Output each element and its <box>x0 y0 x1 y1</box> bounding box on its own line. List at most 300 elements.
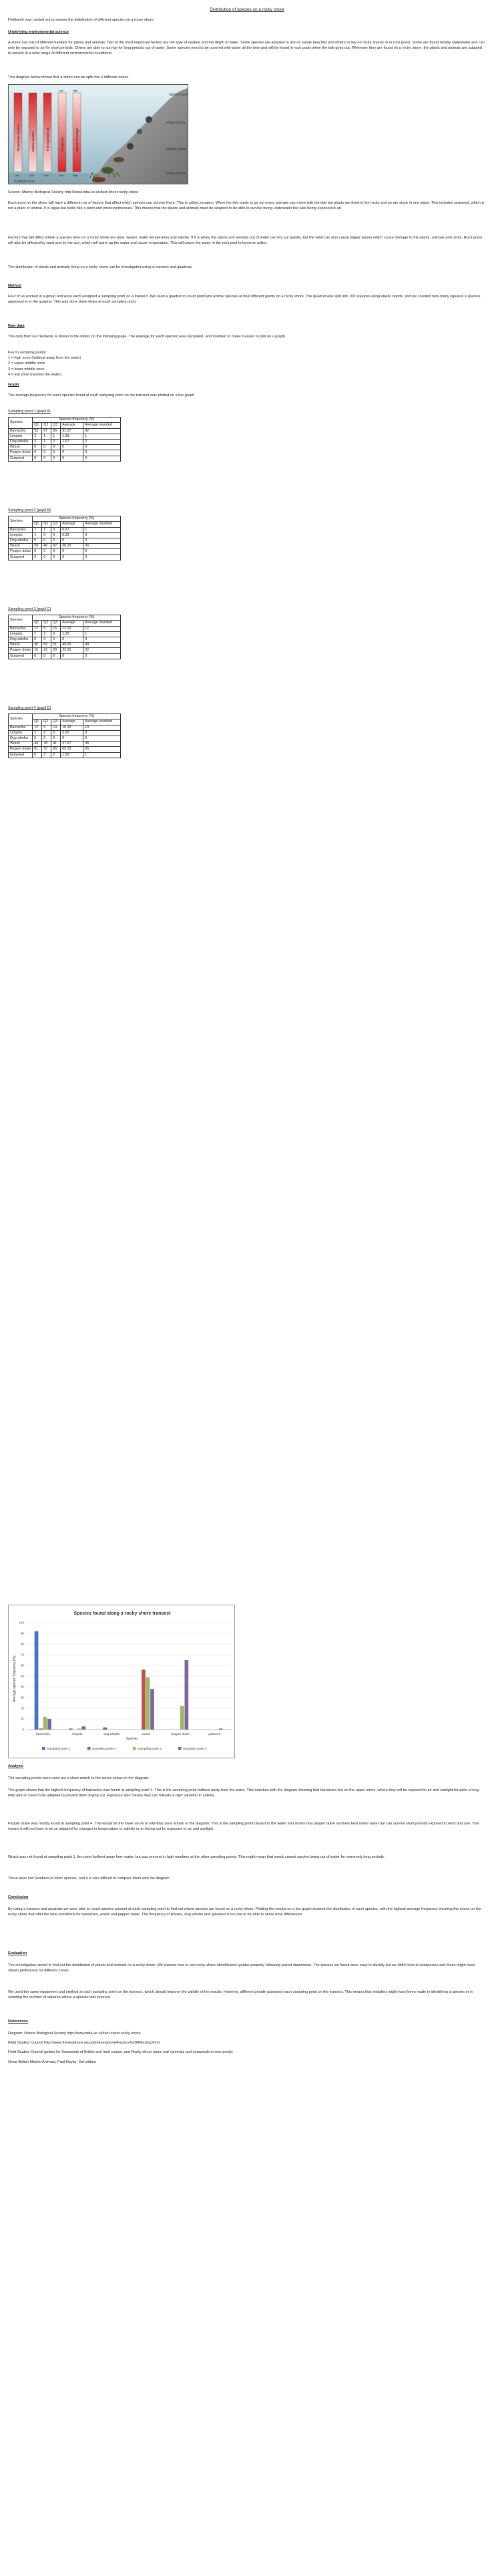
value-cell: 1 <box>33 631 42 637</box>
shore-zones-diagram <box>8 84 188 184</box>
table-row <box>9 428 121 434</box>
chart-legend <box>42 1747 207 1751</box>
column-header: Q1 <box>33 719 42 725</box>
salinity-bottom-label: Low <box>29 174 34 177</box>
value-cell: 2 <box>51 752 61 758</box>
table-title: Sampling point 2 (pupil B) <box>8 508 51 512</box>
analysis-paragraph-2: The graph shows that the highest frequency of barnacles was found at sampling point 1. This is the sampling point furthest away from the water. This matches with the diagram showing that barnacles live on the upper shore, where they will be exposed to air and sunlight for quite a long time and so have to be adapted to prevent them drying out. Exposure also means they can tolerate a high variation in salinity. <box>8 1788 479 1798</box>
column-header: Average <box>61 719 83 725</box>
bar-barnacles-point-3 <box>43 1717 47 1730</box>
y-tick-label: 60 <box>20 1663 24 1667</box>
chart-title: Species found along a rocky shore transect <box>73 1611 171 1616</box>
value-cell: 49.00 <box>61 643 83 648</box>
reference-4: Great British Marine Animals, Paul Naylor, 3rd edition <box>8 2060 96 2064</box>
frequency-header: Species frequency (%) <box>33 516 121 522</box>
table-title: Sampling point 3 (pupil C) <box>8 607 51 611</box>
legend-label: Sampling point 3 <box>138 1748 162 1751</box>
y-tick-label: 100 <box>19 1621 24 1625</box>
value-cell: 0 <box>51 456 61 461</box>
value-cell: 22 <box>83 648 121 653</box>
legend-swatch <box>178 1747 182 1750</box>
x-tick-label: gutweed <box>208 1733 221 1736</box>
column-header: Q2 <box>42 423 51 428</box>
chart-grid <box>19 1621 232 1732</box>
value-cell: 70 <box>42 747 51 752</box>
bar-wrack-point-4 <box>150 1689 154 1730</box>
value-cell: 1 <box>33 527 42 532</box>
value-cell: 0 <box>33 554 42 560</box>
species-cell: Gutweed <box>9 456 33 461</box>
table-row <box>9 456 121 461</box>
value-cell: 38 <box>83 742 121 747</box>
value-cell: 91.67 <box>61 428 83 434</box>
x-tick-label: pepper dulse <box>171 1733 190 1736</box>
method-heading: Method <box>8 284 21 288</box>
species-cell: Limpets <box>9 631 33 637</box>
value-cell: 0 <box>83 554 121 560</box>
chart-x-axis-label: Species <box>126 1737 138 1741</box>
value-cell: 0 <box>51 736 61 742</box>
bar-dog-whelks-point-1 <box>103 1728 107 1730</box>
value-cell: 0 <box>33 549 42 554</box>
value-cell: 0 <box>83 456 121 461</box>
value-cell: 0 <box>42 456 51 461</box>
value-cell: 5 <box>51 730 61 736</box>
legend-swatch <box>133 1747 136 1750</box>
species-header: Species <box>9 516 33 527</box>
zone-subtidal: Subtidal Zone <box>14 180 35 184</box>
value-cell: 56.33 <box>61 544 83 549</box>
table-row <box>9 532 121 538</box>
table-row <box>9 440 121 445</box>
value-cell: 0 <box>61 450 83 456</box>
value-cell: 1 <box>83 434 121 439</box>
conclusion-paragraph: By using a transect and quadrats we were able to count species present at each sampling point to find out where species are found on a rocky shore. Plotting the results on a bar graph showed the distribution of each species, with the highest average frequency showing the zones on the rocky shore that offer the best conditions for barnacles, wrack and pepper dulse. The frequency of limpets, dog whelks and gutweed is too low to be able to show zone differences. <box>8 1907 481 1917</box>
value-cell: 1 <box>42 434 51 439</box>
frequency-table <box>8 417 121 462</box>
bar-label-competition: Competition <box>61 136 64 152</box>
value-cell: 12 <box>83 626 121 631</box>
value-cell: 0 <box>83 736 121 742</box>
column-header: Q1 <box>33 621 42 626</box>
value-cell: 48 <box>42 544 51 549</box>
table-row <box>9 626 121 631</box>
value-cell: 9 <box>42 626 51 631</box>
temperature-bottom-label: Low <box>15 174 19 177</box>
env-paragraph-5: The distribution of plants and animals living on a rocky shore can be investigated using a transect and quadrats. <box>8 265 193 269</box>
env-paragraph-1: A shore has lots of different habitats for plants and animals. Two of the most important factors are the type of seabed and the depth of water. Some species are adapted to live on sandy beaches and others to live on rocky shores or in rock pools. Some are found mostly underwater and can only be exposed to air for short periods. Others are able to survive for long periods out of water. Some species need to be covered with water all the time and will be found in rock pools when the tide goes out. Wherever they are found on a rocky shore, the plants and animals are adapted to survive in a wide range of different environmental conditions. <box>8 41 485 56</box>
value-cell: 0 <box>83 637 121 643</box>
value-cell: 14 <box>51 725 61 730</box>
value-cell: 0 <box>42 532 51 538</box>
bar-wrack-point-2 <box>142 1669 146 1730</box>
env-paragraph-2: This diagram below shows that a shore can be split into 4 different zones. <box>8 75 130 79</box>
value-cell: 12 <box>33 725 42 730</box>
value-cell: 0 <box>33 456 42 461</box>
column-header: Q2 <box>42 719 51 725</box>
column-header: Q1 <box>33 423 42 428</box>
value-cell: 1 <box>83 527 121 532</box>
table-title: Sampling point 4 (pupil D) <box>8 706 51 710</box>
bar-label-salinity: Salinity Variation <box>31 131 35 152</box>
value-cell: 0 <box>83 445 121 450</box>
table-row <box>9 648 121 653</box>
env-paragraph-4: Factors that will affect where a species lives on a rocky shore are wind, waves, water temperature and salinity. If it is windy the plants and animals out of water can dry out quickly, but the wind can also cause bigger waves which cause damage to the plants, animals and rocks. Rock pools will also be affected by wind and by the sun, which will warm up the water and cause evaporation. This will cause the water in the rock pool to become saltier. <box>8 236 483 246</box>
value-cell: 1 <box>83 631 121 637</box>
column-header: Q2 <box>42 522 51 527</box>
references-list <box>8 2031 486 2065</box>
bar-barnacles-point-2 <box>39 1728 43 1730</box>
value-cell: 2 <box>33 730 42 736</box>
value-cell: 1.67 <box>61 440 83 445</box>
table-row <box>9 445 121 450</box>
column-header: Average rounded <box>83 621 121 626</box>
species-cell: Limpets <box>9 434 33 439</box>
value-cell: 0 <box>61 538 83 544</box>
value-cell: 3.00 <box>61 730 83 736</box>
value-cell: 1.33 <box>61 631 83 637</box>
env-paragraph-3: Each zone on the shore will have a different mix of factors that affect which species can survive there. This is called zonation. When the tide starts to go out many animals can move with the tide but plants are fixed to the rocks and so are stuck in one place. This includes seaweed, which is not a plant or animal. It is algae but looks like a plant and photosynthesises. This means that the plants and animals must be adapted to be able to survive being underwater but also being exposed to air. <box>8 201 485 211</box>
graph-paragraph: The average frequency for each species found at each sampling point on the transect was plotted on a bar graph. <box>8 393 196 397</box>
bar-label-sunlight: Amount of Sunlight <box>75 128 79 152</box>
value-cell: 36 <box>33 643 42 648</box>
value-cell: 1 <box>83 752 121 758</box>
value-cell: 0 <box>51 538 61 544</box>
value-cell: 28 <box>42 742 51 747</box>
value-cell: 0 <box>51 637 61 643</box>
value-cell: 3 <box>42 631 51 637</box>
frequency-table <box>8 713 121 758</box>
value-cell: 92 <box>83 428 121 434</box>
value-cell: 0.33 <box>61 532 83 538</box>
evaluation-paragraph-2: We used the same equipment and method at each sampling point on the transect, which should improve the validity of the results. However, different people assessed each sampling point on the transect. This means that mistakes might have been made in identifying a species or in counting the number of squares where a species was present. <box>8 1990 473 2000</box>
column-header: Average rounded <box>83 522 121 527</box>
column-header: Q3 <box>51 522 61 527</box>
species-cell: Gutweed <box>9 653 33 659</box>
bar-wrack-point-3 <box>146 1677 150 1730</box>
value-cell: 2 <box>33 440 42 445</box>
species-bar-chart <box>8 1605 235 1758</box>
bar-pepper-dulse-point-3 <box>180 1706 184 1730</box>
value-cell: 3 <box>83 730 121 736</box>
sunlight-bottom-label: High <box>73 174 78 177</box>
zone-lower: Lower Shore <box>166 172 186 176</box>
legend-label: Sampling point 2 <box>92 1748 116 1751</box>
reference-3: Field Studies Council guides for Seaweeds of British and Irish coasts, and Rocky shore name trail (animals and seaweeds in rock pools) <box>8 2050 233 2055</box>
y-tick-label: 80 <box>20 1642 24 1646</box>
species-cell: Wrack <box>9 544 33 549</box>
value-cell: 0.67 <box>61 527 83 532</box>
frequency-table <box>8 516 121 560</box>
references-heading: References <box>8 2020 29 2024</box>
value-cell: 10.33 <box>61 725 83 730</box>
reference-1: Diagram: Marine Biological Society http://www.mba.ac.uk/fact-sheet-rocky-shore <box>8 2032 141 2036</box>
species-cell: Dog whelks <box>9 736 33 742</box>
value-cell: 0 <box>33 450 42 456</box>
species-header: Species <box>9 615 33 626</box>
analysis-paragraph-4: Wrack was not found at sampling point 1, the point furthest away from water, but was present in high numbers at the other sampling points. This might mean that wrack cannot survive being out of water for extremely long periods. <box>8 1855 385 1859</box>
column-header: Q3 <box>51 423 61 428</box>
column-header: Q3 <box>51 621 61 626</box>
value-cell: 0 <box>42 450 51 456</box>
competition-top-label: Low <box>59 90 63 92</box>
intro-line: Fieldwork was carried out to assess the distribution of different species on a rocky shore. <box>8 18 155 22</box>
value-cell: 0 <box>51 450 61 456</box>
y-tick-label: 90 <box>20 1631 24 1635</box>
value-cell: 0 <box>33 538 42 544</box>
value-cell: 65 <box>51 747 61 752</box>
species-cell: Limpets <box>9 532 33 538</box>
value-cell: 41 <box>51 742 61 747</box>
table-title: Sampling point 1 (pupil A) <box>8 410 51 414</box>
species-cell: Barnacles <box>9 725 33 730</box>
table-row <box>9 747 121 752</box>
value-cell: 95 <box>51 428 61 434</box>
value-cell: 0 <box>42 549 51 554</box>
table-row <box>9 450 121 456</box>
competition-bottom-label: Low <box>59 174 63 177</box>
value-cell: 60 <box>42 643 51 648</box>
species-cell: Dog whelks <box>9 637 33 643</box>
value-cell: 0 <box>42 445 51 450</box>
value-cell: 37.67 <box>61 742 83 747</box>
sampling-table-3 <box>8 607 121 659</box>
conclusion-heading: Conclusion <box>8 1895 29 1899</box>
value-cell: 0 <box>51 532 61 538</box>
source-line: Source: Marine Biological Society http://www.mba.ac.uk/fact-sheet-rocky-shore <box>8 190 139 194</box>
value-cell: 22.00 <box>61 648 83 653</box>
bar-gutweed-point-4 <box>219 1728 223 1730</box>
value-cell: 0 <box>51 653 61 659</box>
method-paragraph: Four of us worked in a group and were each assigned a sampling point on a transect. We used a quadrat to count plant and animal species at four different points on a rocky shore. The quadrat was split into 100 squares using elastic bands, and we counted how many squares a species appeared in in the quadrat. This was done three times at each sampling point. <box>8 295 481 305</box>
key-line-4: 4 = low zone (nearest the water) <box>8 372 62 377</box>
column-header: Q3 <box>51 719 61 725</box>
raw-data-heading: Raw data <box>8 324 25 328</box>
legend-label: Sampling point 4 <box>183 1748 207 1751</box>
value-cell: 62 <box>51 544 61 549</box>
bar-label-temperature: Temperature Variation <box>17 124 20 152</box>
x-tick-label: limpets <box>72 1733 83 1736</box>
table-row <box>9 736 121 742</box>
value-cell: 29 <box>51 648 61 653</box>
value-cell: 15 <box>51 626 61 631</box>
column-header: Average <box>61 423 83 428</box>
value-cell: 0 <box>42 637 51 643</box>
value-cell: 22 <box>42 648 51 653</box>
frequency-header: Species frequency (%) <box>33 615 121 621</box>
sunlight-top-label: High <box>73 90 78 92</box>
chart-bars <box>35 1631 223 1736</box>
table-row <box>9 643 121 648</box>
bar-pepper-dulse-point-4 <box>185 1660 189 1730</box>
frequency-header: Species frequency (%) <box>33 418 121 423</box>
table-row <box>9 631 121 637</box>
value-cell: 65 <box>83 747 121 752</box>
species-header: Species <box>9 418 33 428</box>
evaluation-paragraph-1: The investigation aimed to find out the distribution of plants and animals on a rocky shore. We learned how to use rocky shore identification guides properly, following paired statements. The species we found were easy to identify but we didn't look at subspecies and these might have shown preference for different zones. <box>8 1963 475 1973</box>
frequency-header: Species frequency (%) <box>33 714 121 719</box>
value-cell: 0 <box>33 637 42 643</box>
value-cell: 93 <box>33 428 42 434</box>
page-title: Distribution of species on a rocky shore <box>210 7 284 12</box>
species-cell: Barnacles <box>9 626 33 631</box>
species-cell: Dog whelks <box>9 440 33 445</box>
x-tick-label: barnacles <box>36 1733 51 1736</box>
y-tick-label: 10 <box>20 1717 24 1721</box>
bar-competition <box>58 93 66 172</box>
y-tick-label: 20 <box>20 1706 24 1710</box>
table-row <box>9 538 121 544</box>
species-cell: Pepper dulse <box>9 450 33 456</box>
chart-svg <box>9 1605 236 1759</box>
sampling-key <box>8 350 486 377</box>
value-cell: 87 <box>42 428 51 434</box>
table-row <box>9 527 121 532</box>
species-cell: Barnacles <box>9 428 33 434</box>
table-row <box>9 730 121 736</box>
value-cell: 44 <box>33 742 42 747</box>
raw-data-paragraph: The data from our fieldwork is shown in the tables on the following page. The average for each species was calculated, and rounded to make it easier to plot on a graph. <box>8 335 286 339</box>
y-tick-label: 70 <box>20 1653 24 1657</box>
table-row <box>9 725 121 730</box>
y-tick-label: 30 <box>20 1696 24 1700</box>
reference-2: Field Studies Council http://www.theseashore.org.uk/theseashore/Factors%20Affecting.html <box>8 2041 160 2046</box>
y-tick-label: 40 <box>20 1685 24 1689</box>
bar-barnacles-point-4 <box>47 1719 51 1730</box>
value-cell: 81 <box>33 747 42 752</box>
bar-barnacles-point-1 <box>35 1631 39 1730</box>
y-tick-label: 0 <box>22 1728 24 1732</box>
value-cell: 15 <box>33 648 42 653</box>
value-cell: 0 <box>61 456 83 461</box>
table-row <box>9 752 121 758</box>
table-row <box>9 554 121 560</box>
value-cell: 51 <box>51 643 61 648</box>
table-row <box>9 544 121 549</box>
value-cell: 0 <box>33 736 42 742</box>
value-cell: 0 <box>33 752 42 758</box>
value-cell: 0 <box>61 736 83 742</box>
value-cell: 56 <box>83 544 121 549</box>
species-cell: Wrack <box>9 742 33 747</box>
value-cell: 0 <box>33 653 42 659</box>
value-cell: 0 <box>61 445 83 450</box>
bar-limpets-point-3 <box>77 1728 81 1730</box>
value-cell: 5 <box>42 725 51 730</box>
value-cell: 1.33 <box>61 434 83 439</box>
value-cell: 65.33 <box>61 747 83 752</box>
zone-splash: Splash Zone <box>169 93 188 97</box>
exposure-bottom-label: Low <box>44 174 49 177</box>
zone-middle: Middle Shore <box>166 148 186 152</box>
table-row <box>9 637 121 643</box>
value-cell: 0 <box>83 549 121 554</box>
value-cell: 0 <box>51 445 61 450</box>
value-cell: 2 <box>83 440 121 445</box>
species-cell: Wrack <box>9 643 33 648</box>
bar-limpets-point-4 <box>82 1726 86 1730</box>
species-cell: Gutweed <box>9 554 33 560</box>
sampling-table-4 <box>8 705 121 758</box>
x-tick-label: dog whelks <box>103 1733 120 1736</box>
column-header: Average <box>61 621 83 626</box>
species-cell: Limpets <box>9 730 33 736</box>
table-row <box>9 434 121 439</box>
value-cell: 1 <box>42 440 51 445</box>
legend-label: Sampling point 1 <box>47 1748 71 1751</box>
value-cell: 2 <box>42 752 51 758</box>
frequency-table <box>8 615 121 659</box>
analysis-paragraph-3: Pepper dulse was mostly found at sampling point 4. This would be the lower shore or intertidal zone shown in the diagram. This is the sampling point closest to the water and shows that pepper dulse survives best under water but can survive short periods exposed to wind and sun. This means it will not have to be so adapted for changes in temperature or salinity or to drying out by exposure to air and sunlight. <box>8 1822 479 1832</box>
table-row <box>9 653 121 659</box>
value-cell: 0 <box>61 549 83 554</box>
column-header: Average rounded <box>83 719 121 725</box>
species-cell: Pepper dulse <box>9 549 33 554</box>
column-header: Q1 <box>33 522 42 527</box>
value-cell: 1 <box>42 527 51 532</box>
value-cell: 0 <box>51 527 61 532</box>
column-header: Q2 <box>42 621 51 626</box>
column-header: Average rounded <box>83 423 121 428</box>
value-cell: 12.00 <box>61 626 83 631</box>
env-heading: Underlying environmental science <box>8 30 69 34</box>
value-cell: 59 <box>33 544 42 549</box>
value-cell: 0 <box>83 450 121 456</box>
bar-limpets-point-1 <box>69 1728 73 1730</box>
species-cell: Pepper dulse <box>9 747 33 752</box>
value-cell: 2 <box>42 730 51 736</box>
evaluation-heading: Evaluation <box>8 1951 27 1955</box>
value-cell: 0 <box>61 554 83 560</box>
value-cell: 0 <box>61 637 83 643</box>
chart-y-axis-label: Average species frequency (%) <box>13 1655 17 1702</box>
species-cell: Dog whelks <box>9 538 33 544</box>
value-cell: 10 <box>83 725 121 730</box>
sampling-table-1 <box>8 409 121 462</box>
shore-zones-svg <box>9 85 188 184</box>
value-cell: 0 <box>42 653 51 659</box>
legend-swatch <box>42 1747 45 1750</box>
key-title: Key to sampling points: <box>8 351 47 355</box>
value-cell: 12 <box>33 626 42 631</box>
value-cell: 0 <box>42 554 51 560</box>
value-cell: 0 <box>42 736 51 742</box>
value-cell: 0 <box>61 653 83 659</box>
species-cell: Barnacles <box>9 527 33 532</box>
key-line-2: 2 = upper middle zone <box>8 361 45 366</box>
key-line-1: 1 = high zone (furthest away from the water) <box>8 356 81 361</box>
table-row <box>9 742 121 747</box>
species-cell: Pepper dulse <box>9 648 33 653</box>
legend-swatch <box>87 1747 91 1750</box>
value-cell: 0 <box>83 653 121 659</box>
value-cell: 0 <box>51 549 61 554</box>
value-cell: 0 <box>51 554 61 560</box>
value-cell: 0 <box>42 538 51 544</box>
value-cell: 1.33 <box>61 752 83 758</box>
value-cell: 2 <box>33 434 42 439</box>
species-cell: Gutweed <box>9 752 33 758</box>
species-cell: Wrack <box>9 445 33 450</box>
value-cell: 0 <box>83 532 121 538</box>
value-cell: 0 <box>51 631 61 637</box>
analysis-paragraph-5: There were low numbers of other species, and it is also difficult to compare them with the diagram. <box>8 1877 171 1881</box>
y-tick-label: 50 <box>20 1674 24 1678</box>
species-header: Species <box>9 714 33 725</box>
graph-heading: Graph <box>8 383 19 387</box>
zone-upper: Upper Shore <box>166 121 186 125</box>
value-cell: 2 <box>51 440 61 445</box>
